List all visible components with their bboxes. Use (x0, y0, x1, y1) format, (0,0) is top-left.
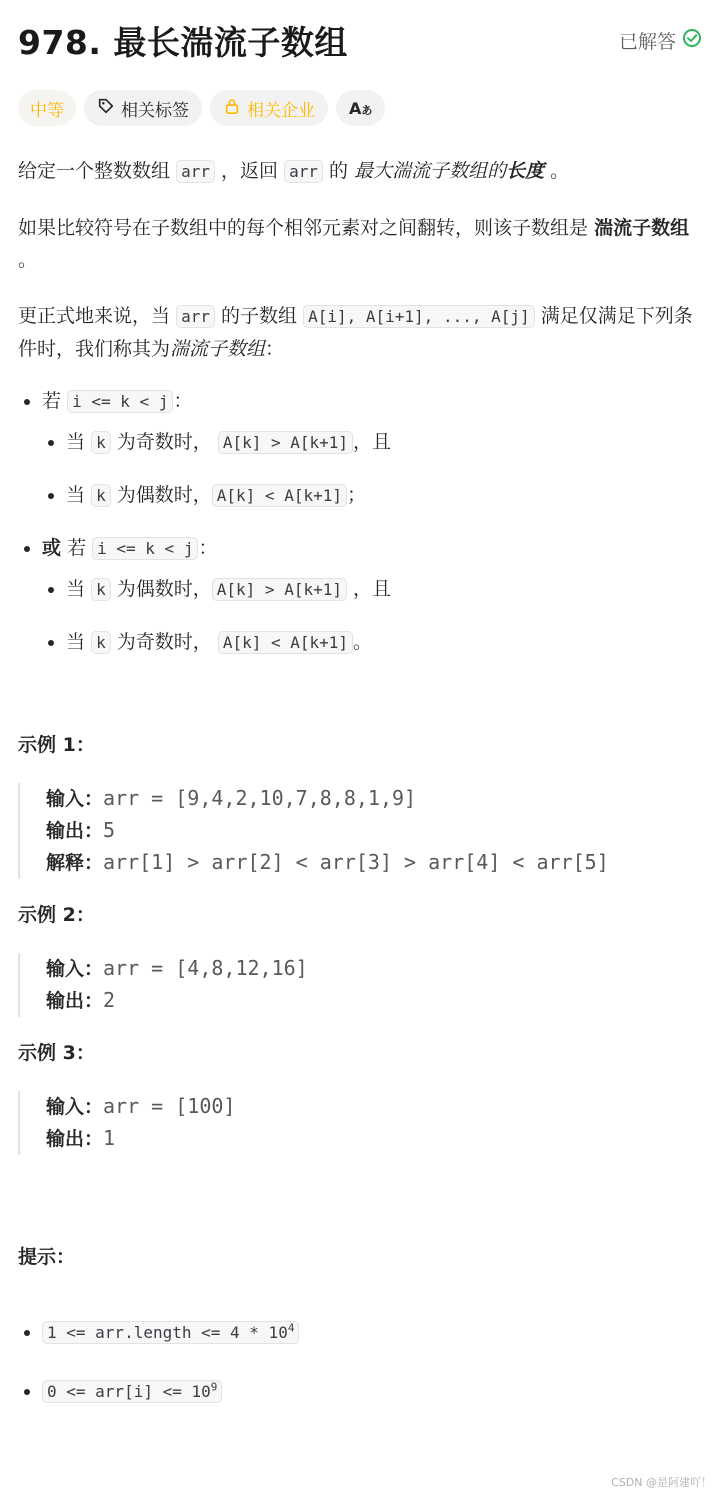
text: 的 (329, 160, 349, 182)
explanation-label: 解释： (46, 852, 104, 874)
strong-text: 或 (42, 537, 62, 559)
example-3-block (18, 1091, 702, 1155)
output-label: 输出： (46, 990, 104, 1012)
condition-list (18, 385, 702, 659)
strong-text: 湍流子数组 (594, 217, 690, 239)
list-item (66, 426, 702, 459)
constraint-text: 0 <= arr[i] <= 10 (47, 1381, 211, 1401)
inline-code: i <= k < j (92, 537, 198, 560)
inline-code (42, 1380, 222, 1403)
text: 更正式地来说，当 (18, 305, 171, 327)
example-output: 1 (103, 1126, 116, 1150)
list-item (66, 479, 702, 512)
problem-title[interactable]: 978. 最长湍流子数组 (18, 22, 348, 62)
condition-1 (42, 385, 702, 512)
desc-paragraph-1 (18, 155, 702, 188)
list-item (66, 626, 702, 659)
desc-paragraph-3 (18, 300, 702, 365)
example-input: arr = [9,4,2,10,7,8,8,1,9] (103, 786, 417, 810)
example-output: 2 (103, 988, 116, 1012)
text: ，且 (353, 431, 392, 453)
difficulty-badge: 中等 (18, 90, 76, 126)
example-3-title: 示例 3： (18, 1042, 95, 1064)
input-label: 输入： (46, 1096, 104, 1118)
text: 为奇数时， (116, 631, 212, 653)
title-row (18, 0, 702, 80)
translate-button[interactable] (336, 90, 385, 126)
inline-code: k (91, 578, 111, 601)
emphasis: 湍流子数组 (170, 338, 266, 360)
inline-code: arr (284, 160, 323, 183)
text: ，返回 (221, 160, 279, 182)
text: ： (198, 537, 218, 559)
text: 满足仅满足下列条件时，我们称其为 (18, 305, 693, 360)
text: 当 (66, 431, 86, 453)
constraint-item (42, 1313, 702, 1349)
inline-code: k (91, 484, 111, 507)
text: ，且 (353, 578, 392, 600)
example-1-title: 示例 1： (18, 734, 95, 756)
inline-code: arr (176, 160, 215, 183)
inline-code: A[i], A[i+1], ..., A[j] (303, 305, 535, 328)
inline-code: k (91, 431, 111, 454)
text: 。 (18, 249, 38, 271)
example-input: arr = [100] (103, 1094, 236, 1118)
condition-2-sublist (42, 573, 702, 659)
text: 若 (42, 390, 62, 412)
related-companies-label: 相关企业 (247, 100, 315, 121)
input-label: 输入： (46, 788, 104, 810)
related-companies-button[interactable] (210, 90, 328, 126)
text: 。 (550, 160, 570, 182)
constraint-item (42, 1371, 702, 1407)
condition-2 (42, 532, 702, 659)
text: 如果比较符号在子数组中的每个相邻元素对之间翻转，则该子数组是 (18, 217, 589, 239)
inline-code: arr (176, 305, 215, 328)
text: 当 (66, 484, 86, 506)
example-output: 5 (103, 818, 116, 842)
condition-1-sublist (42, 426, 702, 512)
text: 若 (67, 537, 87, 559)
strong-emphasis: 长度 (506, 160, 545, 182)
inline-code (42, 1321, 299, 1344)
input-label: 输入： (46, 958, 104, 980)
constraint-text: 1 <= arr.length <= 4 * 10 (47, 1323, 288, 1343)
text: 给定一个整数数组 (18, 160, 171, 182)
example-1-block (18, 783, 702, 879)
example-explanation: arr[1] > arr[2] < arr[3] > arr[4] < arr[5] (103, 850, 609, 874)
related-tags-label: 相关标签 (121, 100, 189, 121)
solved-label: 已解答 (618, 30, 676, 53)
text: ； (347, 484, 367, 506)
example-2-title: 示例 2： (18, 904, 95, 926)
solved-status (619, 27, 702, 54)
output-label: 输出： (46, 1128, 104, 1150)
watermark: CSDN @是阿建吖！ (611, 1476, 712, 1489)
tag-bar (18, 90, 702, 126)
text: 当 (66, 631, 86, 653)
lock-icon (223, 97, 241, 120)
check-circle-icon (682, 28, 702, 53)
translate-icon: Aあ (349, 98, 373, 118)
inline-code: A[k] > A[k+1] (212, 578, 347, 601)
constraints-list (18, 1313, 702, 1408)
output-label: 输出： (46, 820, 104, 842)
inline-code: i <= k < j (67, 390, 173, 413)
emphasis: 最大湍流子数组的 (354, 160, 507, 182)
text: 当 (66, 578, 86, 600)
problem-description (18, 155, 702, 1408)
text: 。 (353, 631, 373, 653)
desc-paragraph-2 (18, 212, 702, 276)
tag-icon (97, 97, 115, 120)
example-2-block (18, 953, 702, 1017)
exponent: 4 (287, 1322, 295, 1335)
inline-code: A[k] > A[k+1] (218, 431, 353, 454)
example-input: arr = [4,8,12,16] (103, 956, 308, 980)
text: ： (173, 390, 193, 412)
text: ： (265, 338, 285, 360)
list-item (66, 573, 702, 606)
inline-code: A[k] < A[k+1] (212, 484, 347, 507)
inline-code: A[k] < A[k+1] (218, 631, 353, 654)
text: 为偶数时， (116, 484, 212, 506)
text: 的子数组 (221, 305, 298, 327)
inline-code: k (91, 631, 111, 654)
related-tags-button[interactable] (84, 90, 202, 126)
text: 为偶数时， (116, 578, 212, 600)
exponent: 9 (210, 1380, 218, 1394)
constraints-title: 提示： (18, 1246, 76, 1268)
text: 为奇数时， (116, 431, 212, 453)
